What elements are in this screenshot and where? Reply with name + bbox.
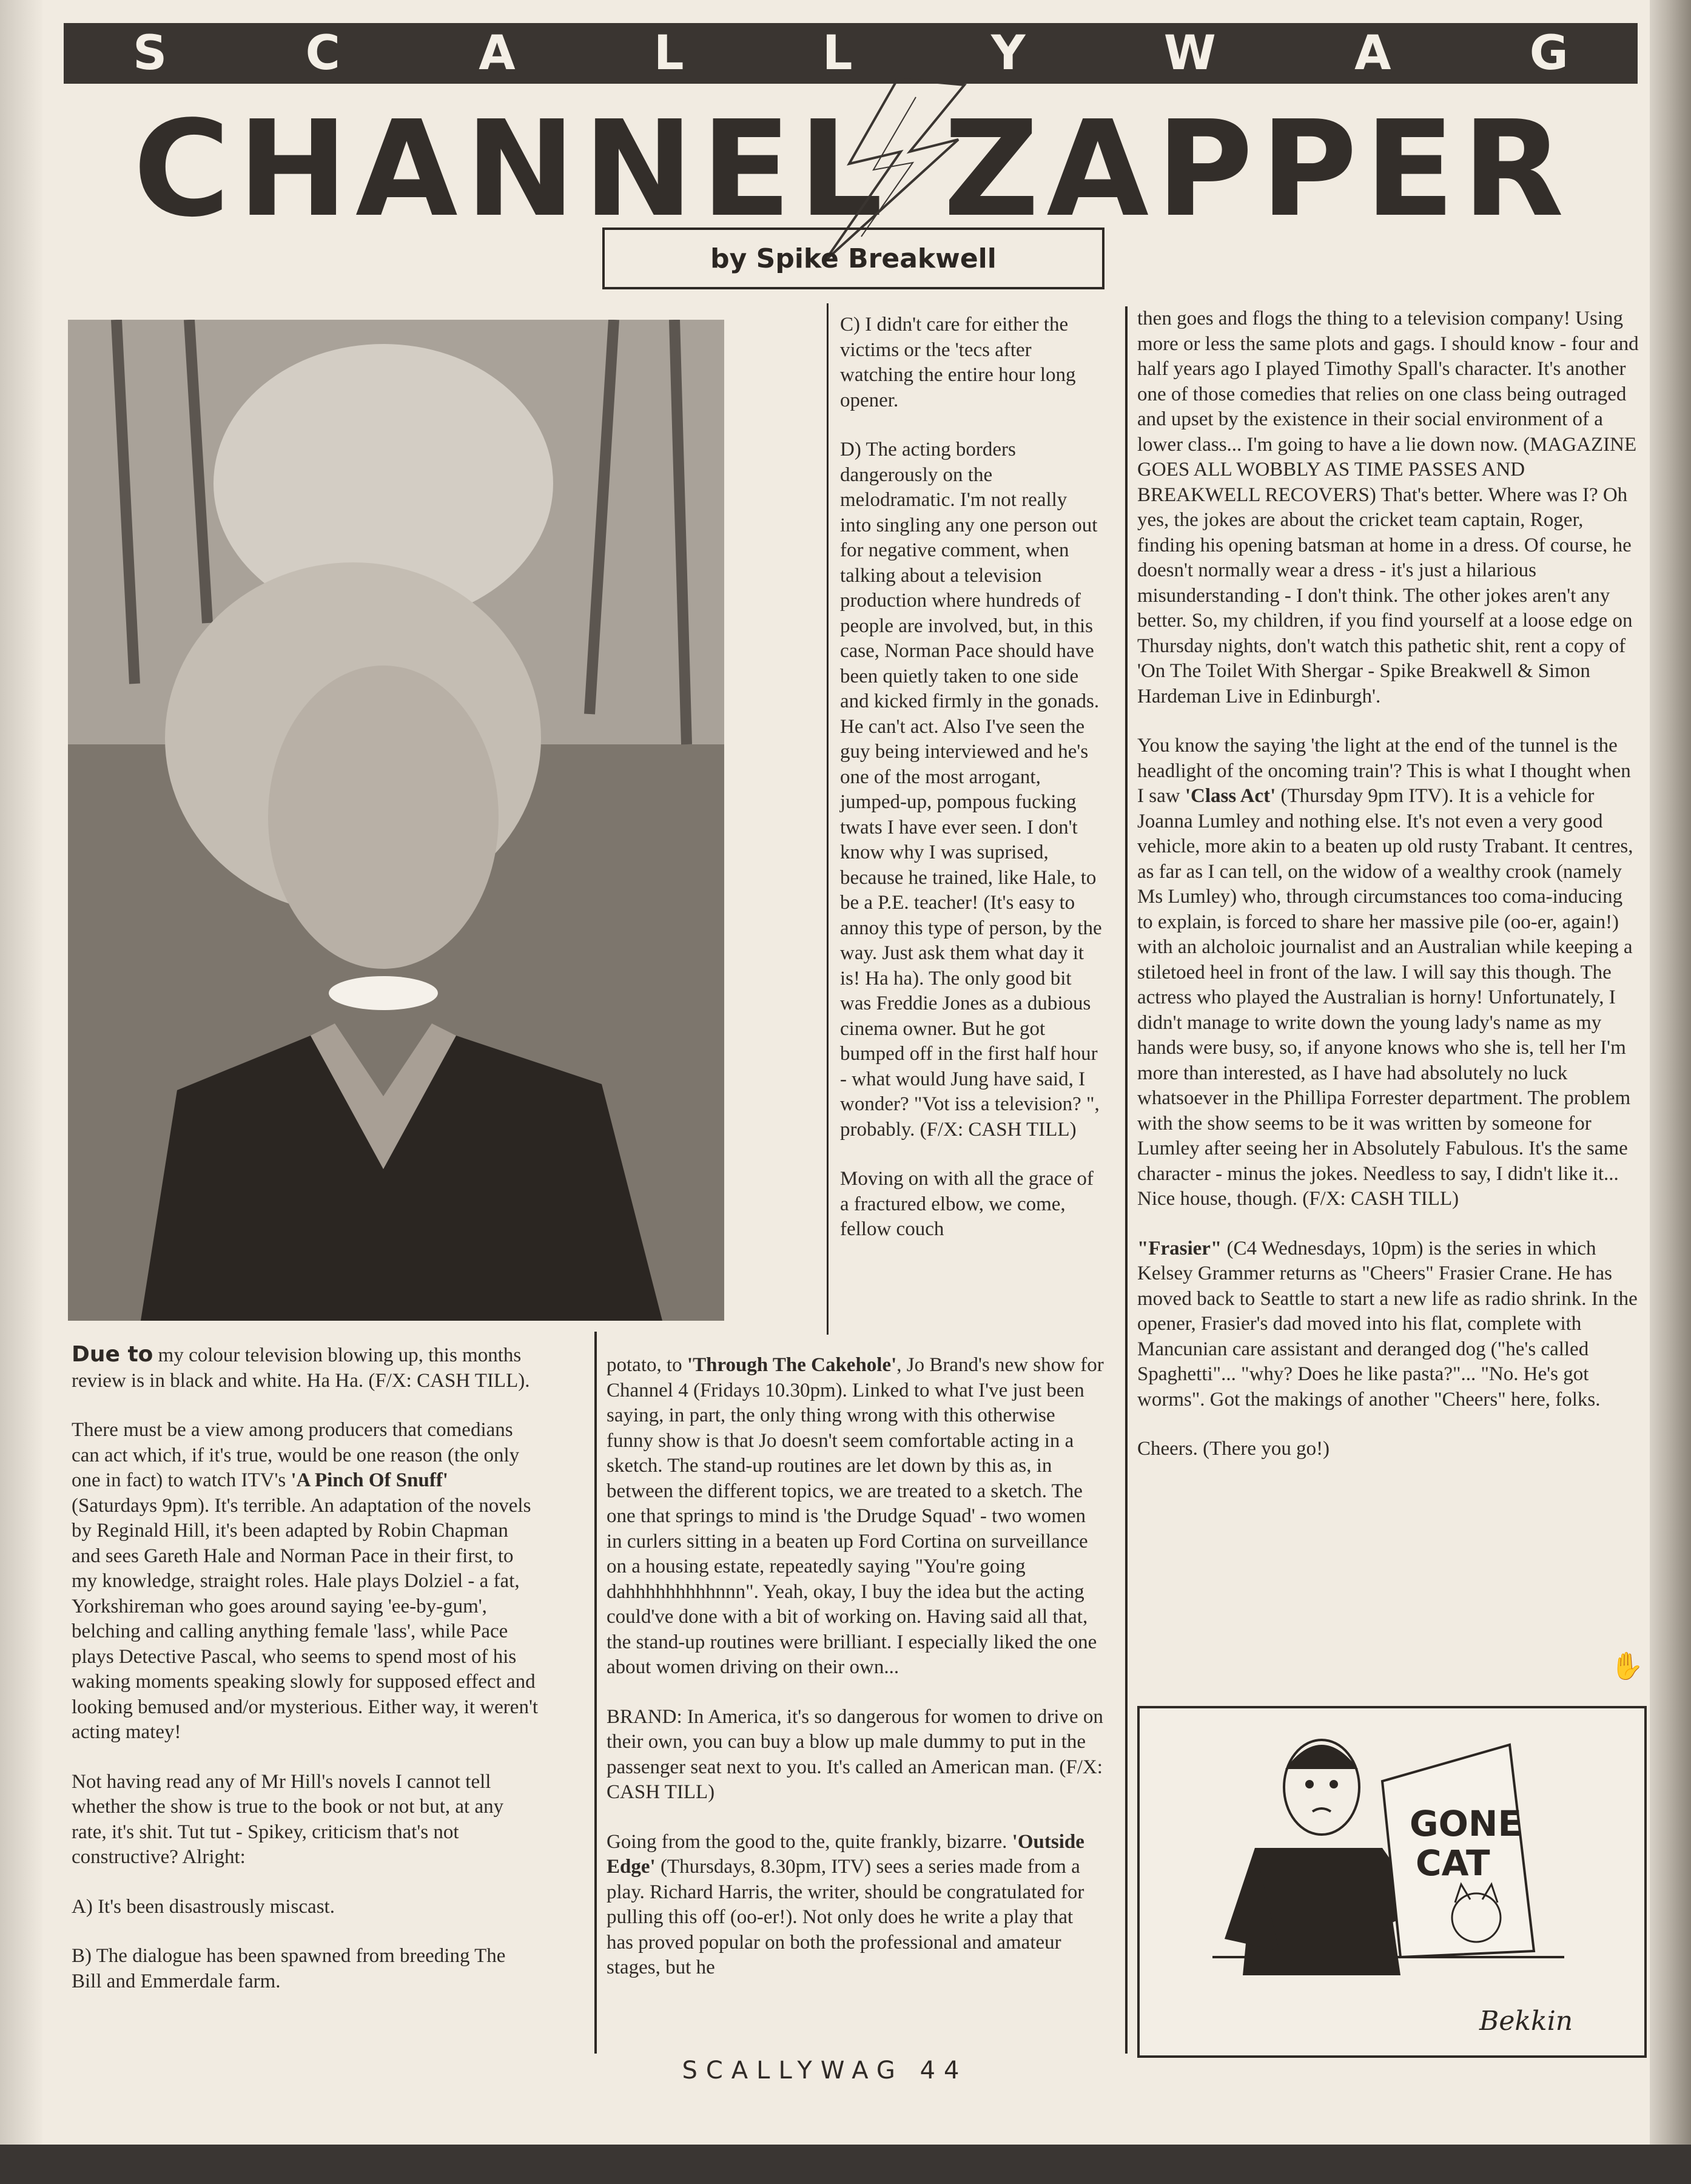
paragraph: then goes and flogs the thing to a television company! Using more or less the same plots and gags. I should know - four and half years ago I played Timothy Spall's character. It's another one of those comedies that relies on one class being outraged and upset by the existence in their social environment of a lower class... I'm going to have a lie down now. (MAGAZINE GOES ALL WOBBLY AS TIME PASSES AND BREAKWELL RECOVERS) That's better. Where was I? Oh yes, the jokes are about the cricket team captain, Roger, finding his opening batsman at home in a dress. Of course, he doesn't normally wear a dress - it's just a hilarious misunderstanding - I don't think. The other jokes aren't any better. So, my children, if you find yourself at a loose edge on Thursday nights, don't watch this pathetic shit, rent a copy of 'On The Toilet With Shergar - Spike Breakwell & Simon Hardeman Live in Edinburgh'.: [1137, 308, 1639, 707]
cartoon-illustration: [1137, 1706, 1647, 2058]
masthead-letter: Y: [990, 26, 1026, 81]
paragraph: Cheers. (There you go!): [1137, 1438, 1330, 1460]
paragraph: A) It's been disastrously miscast.: [72, 1895, 335, 1918]
masthead-letter: L: [653, 26, 684, 81]
byline: by Spike Breakwell: [602, 228, 1104, 289]
paragraph: [72, 1418, 539, 1745]
paragraph: [607, 1830, 1104, 1981]
text: (Thursday 9pm ITV). It is a vehicle for Joanna Lumley and nothing else. It's not even a very good vehicle, more akin to a beaten up old rusty Trabant. It centres, as far as I can tell, on the widow of a wealthy crook (namely Ms Lumley) who, through circumstances too coma-inducing to explain, is forced to share her massive pile (oo-er, again!) with an alcholoic journalist and an Australian while keeping a stiletoed heel in front of the law. I will say this though. The actress who played the Australian is horny! Unfortunately, I didn't manage to write down the young lady's name as my hands were busy, so, if anyone knows who she is, tell her I'm more than interested, as I have had absolutely no luck whatsoever in the Phillipa Forrester department. The problem with the show seems to be it was written by someone for Lumley after seeing her in Absolutely Fabulous. It's the same character - minus the jokes. Needless to say, I didn't like it... Nice house, though. (F/X: CASH TILL): [1137, 785, 1633, 1210]
paragraph: [1137, 1236, 1641, 1413]
binding-gutter: [0, 0, 42, 2145]
paragraph: Not having read any of Mr Hill's novels I cannot tell whether the show is true to the book or not but, at any rate, it's shit. Tut tut - Spikey, criticism that's not constructive? Alright:: [72, 1770, 504, 1868]
paragraph: C) I didn't care for either the victims or the 'tecs after watching the entire hour long opener.: [840, 314, 1076, 411]
column-divider: [594, 1332, 597, 2054]
cartoon-drawing: [1140, 1708, 1644, 2055]
paragraph: B) The dialogue has been spawned from breeding The Bill and Emmerdale farm.: [72, 1945, 506, 1992]
masthead-letter: A: [1354, 26, 1391, 81]
paragraph: [1137, 733, 1641, 1212]
show-title: "Frasier": [1137, 1237, 1222, 1259]
hand-icon: ✋: [1610, 1651, 1644, 1681]
masthead-letter: S: [133, 26, 167, 81]
masthead-letter: G: [1529, 26, 1568, 81]
text: potato, to: [607, 1354, 687, 1376]
show-title: 'Class Act': [1185, 785, 1276, 807]
show-title: 'Through The Cakehole': [687, 1354, 897, 1376]
masthead-letter: L: [822, 26, 853, 81]
portrait-photo: [68, 320, 724, 1321]
paragraph: D) The acting borders dangerously on the melodramatic. I'm not really into singling any one person out for negative comment, when talking about a television production where hundreds of people are involved, but, in this case, Norman Pace should have been quietly taken to one side and kicked firmly in the gonads. He can't act. Also I've seen the guy being interviewed and he's one of the most arrogant, jumped-up, pompous fucking twats I have ever seen. I don't know why I was suprised, because he trained, like Hale, to be a P.E. teacher! (It's easy to annoy this type of person, by the way. Just ask them what day it is! Ha ha). The only good bit was Freddie Jones as a dubious cinema owner. But he got bumped off in the first half hour - what would Jung have said, I wonder? "Vot iss a television? ", probably. (F/X: CASH TILL): [840, 439, 1102, 1141]
column-two-top: [840, 312, 1103, 1242]
text: , Jo Brand's new show for Channel 4 (Fridays 10.30pm). Linked to what I've just been saying, in part, the only thing wrong with this otherwise funny show is that Jo doesn't seem comfortable acting in a sketch. The stand-up routines are let down by this as, in between the different topics, we are treated to a sketch. The one that springs to mind is 'the Drudge Squad' - two women in curlers sitting in a beaten up Ford Cortina on surveillance on a housing estate, repeatedly saying "You're going dahhhhhhhhhnnn". Yeah, okay, I buy the idea but the acting could've done with a bit of working on. Having said all that, the stand-up routines were brilliant. I especially liked the one about women driving on their own...: [607, 1354, 1104, 1678]
paragraph: BRAND: In America, it's so dangerous for women to drive on their own, you can buy a blow up male dummy to put in the passenger seat next to you. It's called an American man. (F/X: CASH TILL): [607, 1705, 1103, 1803]
text: my colour television blowing up, this months review is in black and white. Ha Ha. (F/X: CASH TILL).: [72, 1344, 530, 1392]
lead-in: Due to: [72, 1342, 153, 1367]
masthead-letter: C: [305, 26, 340, 81]
box-label-line1: GONE: [1410, 1803, 1522, 1844]
text: Going from the good to the, quite frankly, bizarre.: [607, 1830, 1012, 1853]
text: (Thursdays, 8.30pm, ITV) sees a series made from a play. Richard Harris, the writer, should be congratulated for pulling this off (oo-er!). Not only does he write a play that has proved popular on both the professional and amateur stages, but he: [607, 1856, 1084, 1978]
column-divider: [827, 303, 829, 1335]
paragraph: Moving on with all the grace of a fractured elbow, we come, fellow couch: [840, 1168, 1094, 1240]
show-title: 'A Pinch Of Snuff': [291, 1469, 448, 1491]
box-label-line2: CAT: [1416, 1842, 1490, 1884]
show-title: 'Outside Edge': [607, 1830, 1084, 1878]
page-title: CHANNEL ZAPPER: [133, 93, 1572, 246]
text: There must be a view among producers that comedians can act which, if it's true, would be one reason (the only one in fact) to watch ITV's: [72, 1419, 520, 1491]
masthead-letter: A: [479, 26, 516, 81]
text: (C4 Wednesdays, 10pm) is the series in which Kelsey Grammer returns as "Cheers" Frasier Crane. He has moved back to Seattle to start a new life as radio shrink. In the opener, Frasier's dad moved into his flat, complete with Mancunian care assistant and deranged dog ("he's called Spaghetti"... "why? Does he like pasta?"... "No. He's got worms". Got the makings of another "Cheers" here, folks.: [1137, 1237, 1638, 1410]
paragraph: [607, 1353, 1104, 1680]
column-three: [1137, 306, 1641, 1486]
paragraph: [72, 1342, 539, 1394]
masthead-letter: W: [1163, 26, 1216, 81]
page-footer: SCALLYWAG 44: [682, 2057, 968, 2085]
text: (Saturdays 9pm). It's terrible. An adaptation of the novels by Reginald Hill, it's been adapted by Robin Chapman and sees Gareth Hale and Norman Pace in their first, to my knowledge, straight roles. Hale plays Dolziel - a fat, Yorkshireman who goes around saying 'ee-by-gum', belching and calling anything female 'lass', while Pace plays Detective Pascal, who seems to spend most of his waking moments speaking slowly for supposed effect and looking bemused and/or mysterious. Either way, it weren't acting matey!: [72, 1494, 539, 1743]
page-edge: [1650, 0, 1691, 2145]
text: You know the saying 'the light at the end of the tunnel is the headlight of the oncoming train'? This is what I thought when I saw: [1137, 735, 1631, 807]
artist-signature: Bekkin: [1479, 2006, 1573, 2037]
column-two-bottom: [607, 1353, 1104, 2005]
column-one: [72, 1342, 539, 2018]
column-divider: [1125, 306, 1128, 2054]
